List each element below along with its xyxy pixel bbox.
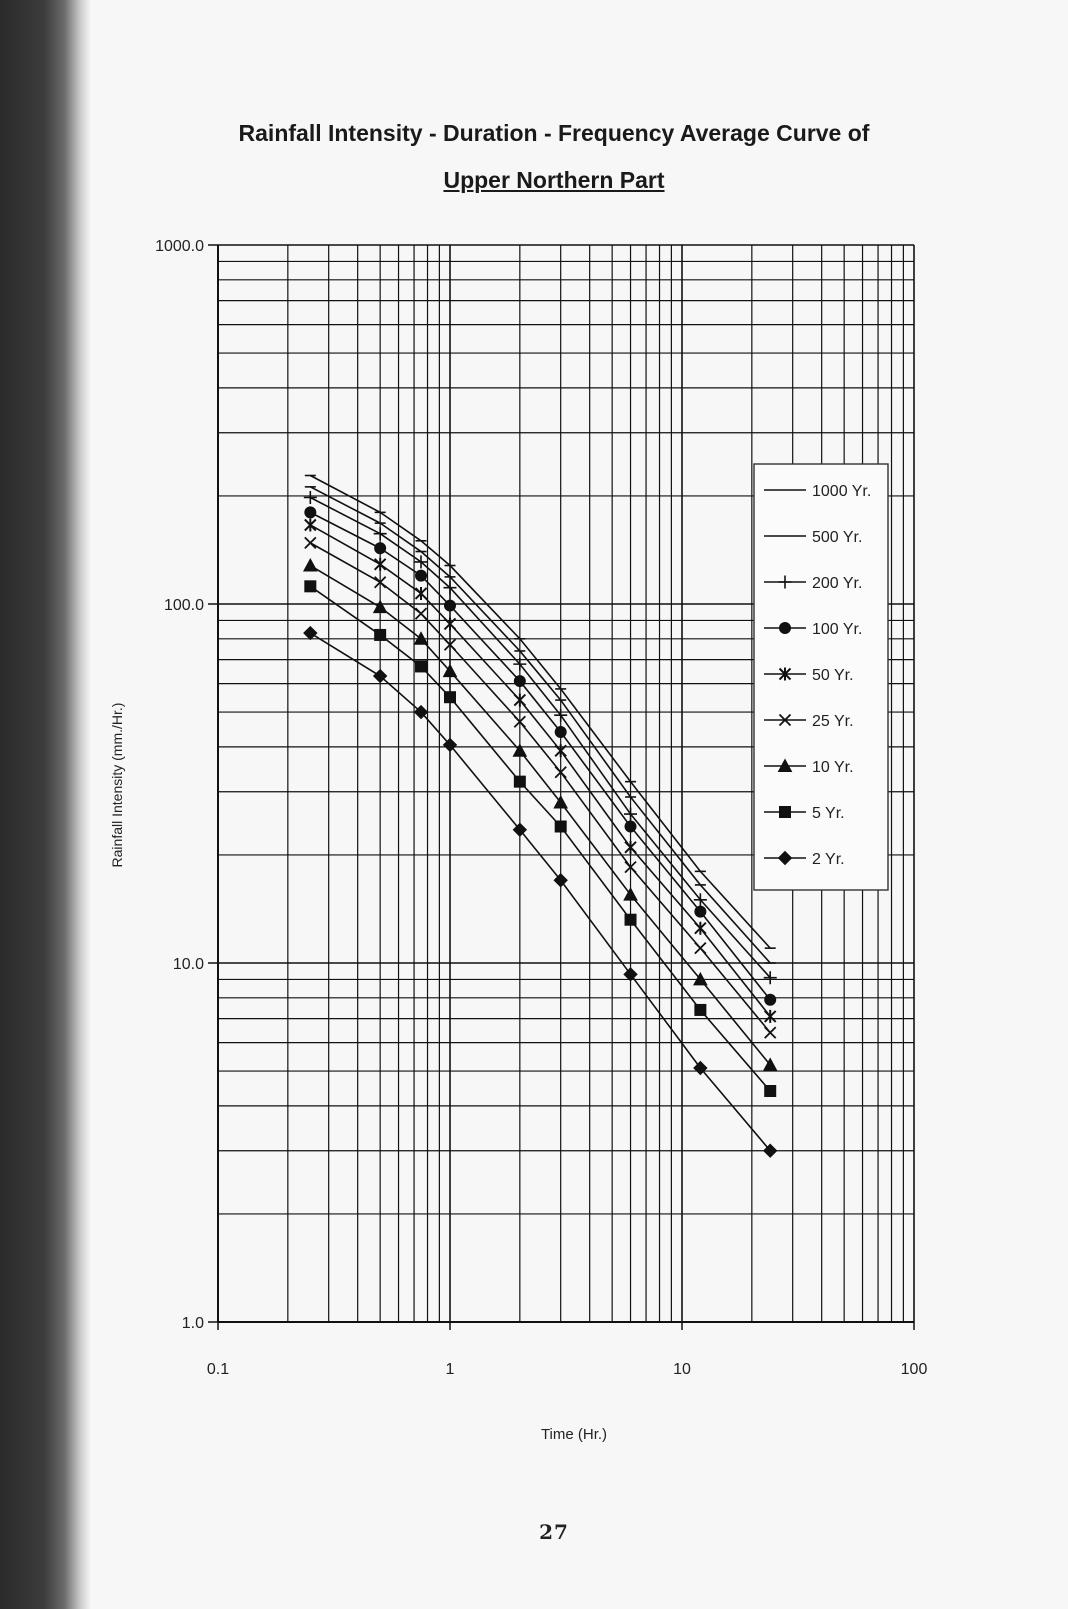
square-marker bbox=[765, 1086, 776, 1097]
square-marker bbox=[780, 807, 791, 818]
asterisk-marker bbox=[514, 694, 525, 707]
legend-label: 200 Yr. bbox=[812, 575, 863, 592]
y-tick-label: 1.0 bbox=[181, 1315, 204, 1332]
asterisk-marker bbox=[695, 922, 706, 935]
asterisk-marker bbox=[375, 558, 386, 571]
asterisk-marker bbox=[765, 1010, 776, 1023]
square-marker bbox=[625, 914, 636, 925]
y-tick-label: 100.0 bbox=[163, 597, 204, 614]
asterisk-marker bbox=[445, 617, 456, 630]
series-layer bbox=[304, 476, 777, 1158]
plus-marker bbox=[374, 527, 387, 540]
circle-marker bbox=[445, 600, 456, 611]
x-axis-title: Time (Hr.) bbox=[540, 1426, 608, 1443]
x-marker bbox=[695, 943, 706, 954]
series-50yr bbox=[305, 518, 776, 1022]
x-tick-label: 10 bbox=[673, 1361, 691, 1378]
triangle-marker bbox=[374, 601, 387, 613]
legend-label: 5 Yr. bbox=[812, 805, 845, 822]
diamond-marker bbox=[304, 627, 317, 640]
series-line bbox=[310, 525, 770, 1016]
plus-marker bbox=[304, 491, 317, 504]
legend-label: 1000 Yr. bbox=[812, 483, 872, 500]
asterisk-marker bbox=[416, 587, 427, 600]
series-line bbox=[310, 543, 770, 1033]
y-tick-label: 10.0 bbox=[172, 956, 204, 973]
x-tick-label: 100 bbox=[900, 1361, 928, 1378]
asterisk-marker bbox=[305, 518, 316, 531]
x-marker bbox=[305, 537, 316, 548]
square-marker bbox=[305, 581, 316, 592]
y-tick-label: 1000.0 bbox=[155, 238, 204, 255]
x-marker bbox=[416, 608, 427, 619]
circle-marker bbox=[625, 821, 636, 832]
asterisk-marker bbox=[555, 744, 566, 757]
square-marker bbox=[375, 629, 386, 640]
legend-label: 2 Yr. bbox=[812, 851, 845, 868]
legend-label: 50 Yr. bbox=[812, 667, 854, 684]
y-axis-title: Rainfall Intensity (mm./Hr.) bbox=[109, 702, 125, 868]
chart-subtitle: Upper Northern Part bbox=[443, 167, 665, 193]
circle-marker bbox=[780, 623, 791, 634]
circle-marker bbox=[514, 676, 525, 687]
chart-title: Rainfall Intensity - Duration - Frequency Average Curve of bbox=[238, 120, 870, 146]
legend-label: 10 Yr. bbox=[812, 759, 854, 776]
circle-marker bbox=[305, 507, 316, 518]
circle-marker bbox=[695, 906, 706, 917]
circle-marker bbox=[765, 994, 776, 1005]
x-tick-label: 1 bbox=[445, 1361, 455, 1378]
square-marker bbox=[445, 692, 456, 703]
series-100yr bbox=[305, 507, 776, 1005]
page-number: 27 bbox=[539, 1520, 569, 1544]
square-marker bbox=[695, 1004, 706, 1015]
legend-label: 25 Yr. bbox=[812, 713, 854, 730]
circle-marker bbox=[375, 543, 386, 554]
legend-label: 100 Yr. bbox=[812, 621, 863, 638]
triangle-marker bbox=[304, 559, 317, 571]
x-tick-label: 0.1 bbox=[206, 1361, 230, 1378]
square-marker bbox=[514, 776, 525, 787]
asterisk-marker bbox=[625, 841, 636, 854]
square-marker bbox=[555, 821, 566, 832]
legend-label: 500 Yr. bbox=[812, 529, 863, 546]
circle-marker bbox=[555, 727, 566, 738]
square-marker bbox=[416, 661, 427, 672]
x-marker bbox=[765, 1027, 776, 1038]
circle-marker bbox=[416, 570, 427, 581]
legend bbox=[754, 464, 888, 890]
